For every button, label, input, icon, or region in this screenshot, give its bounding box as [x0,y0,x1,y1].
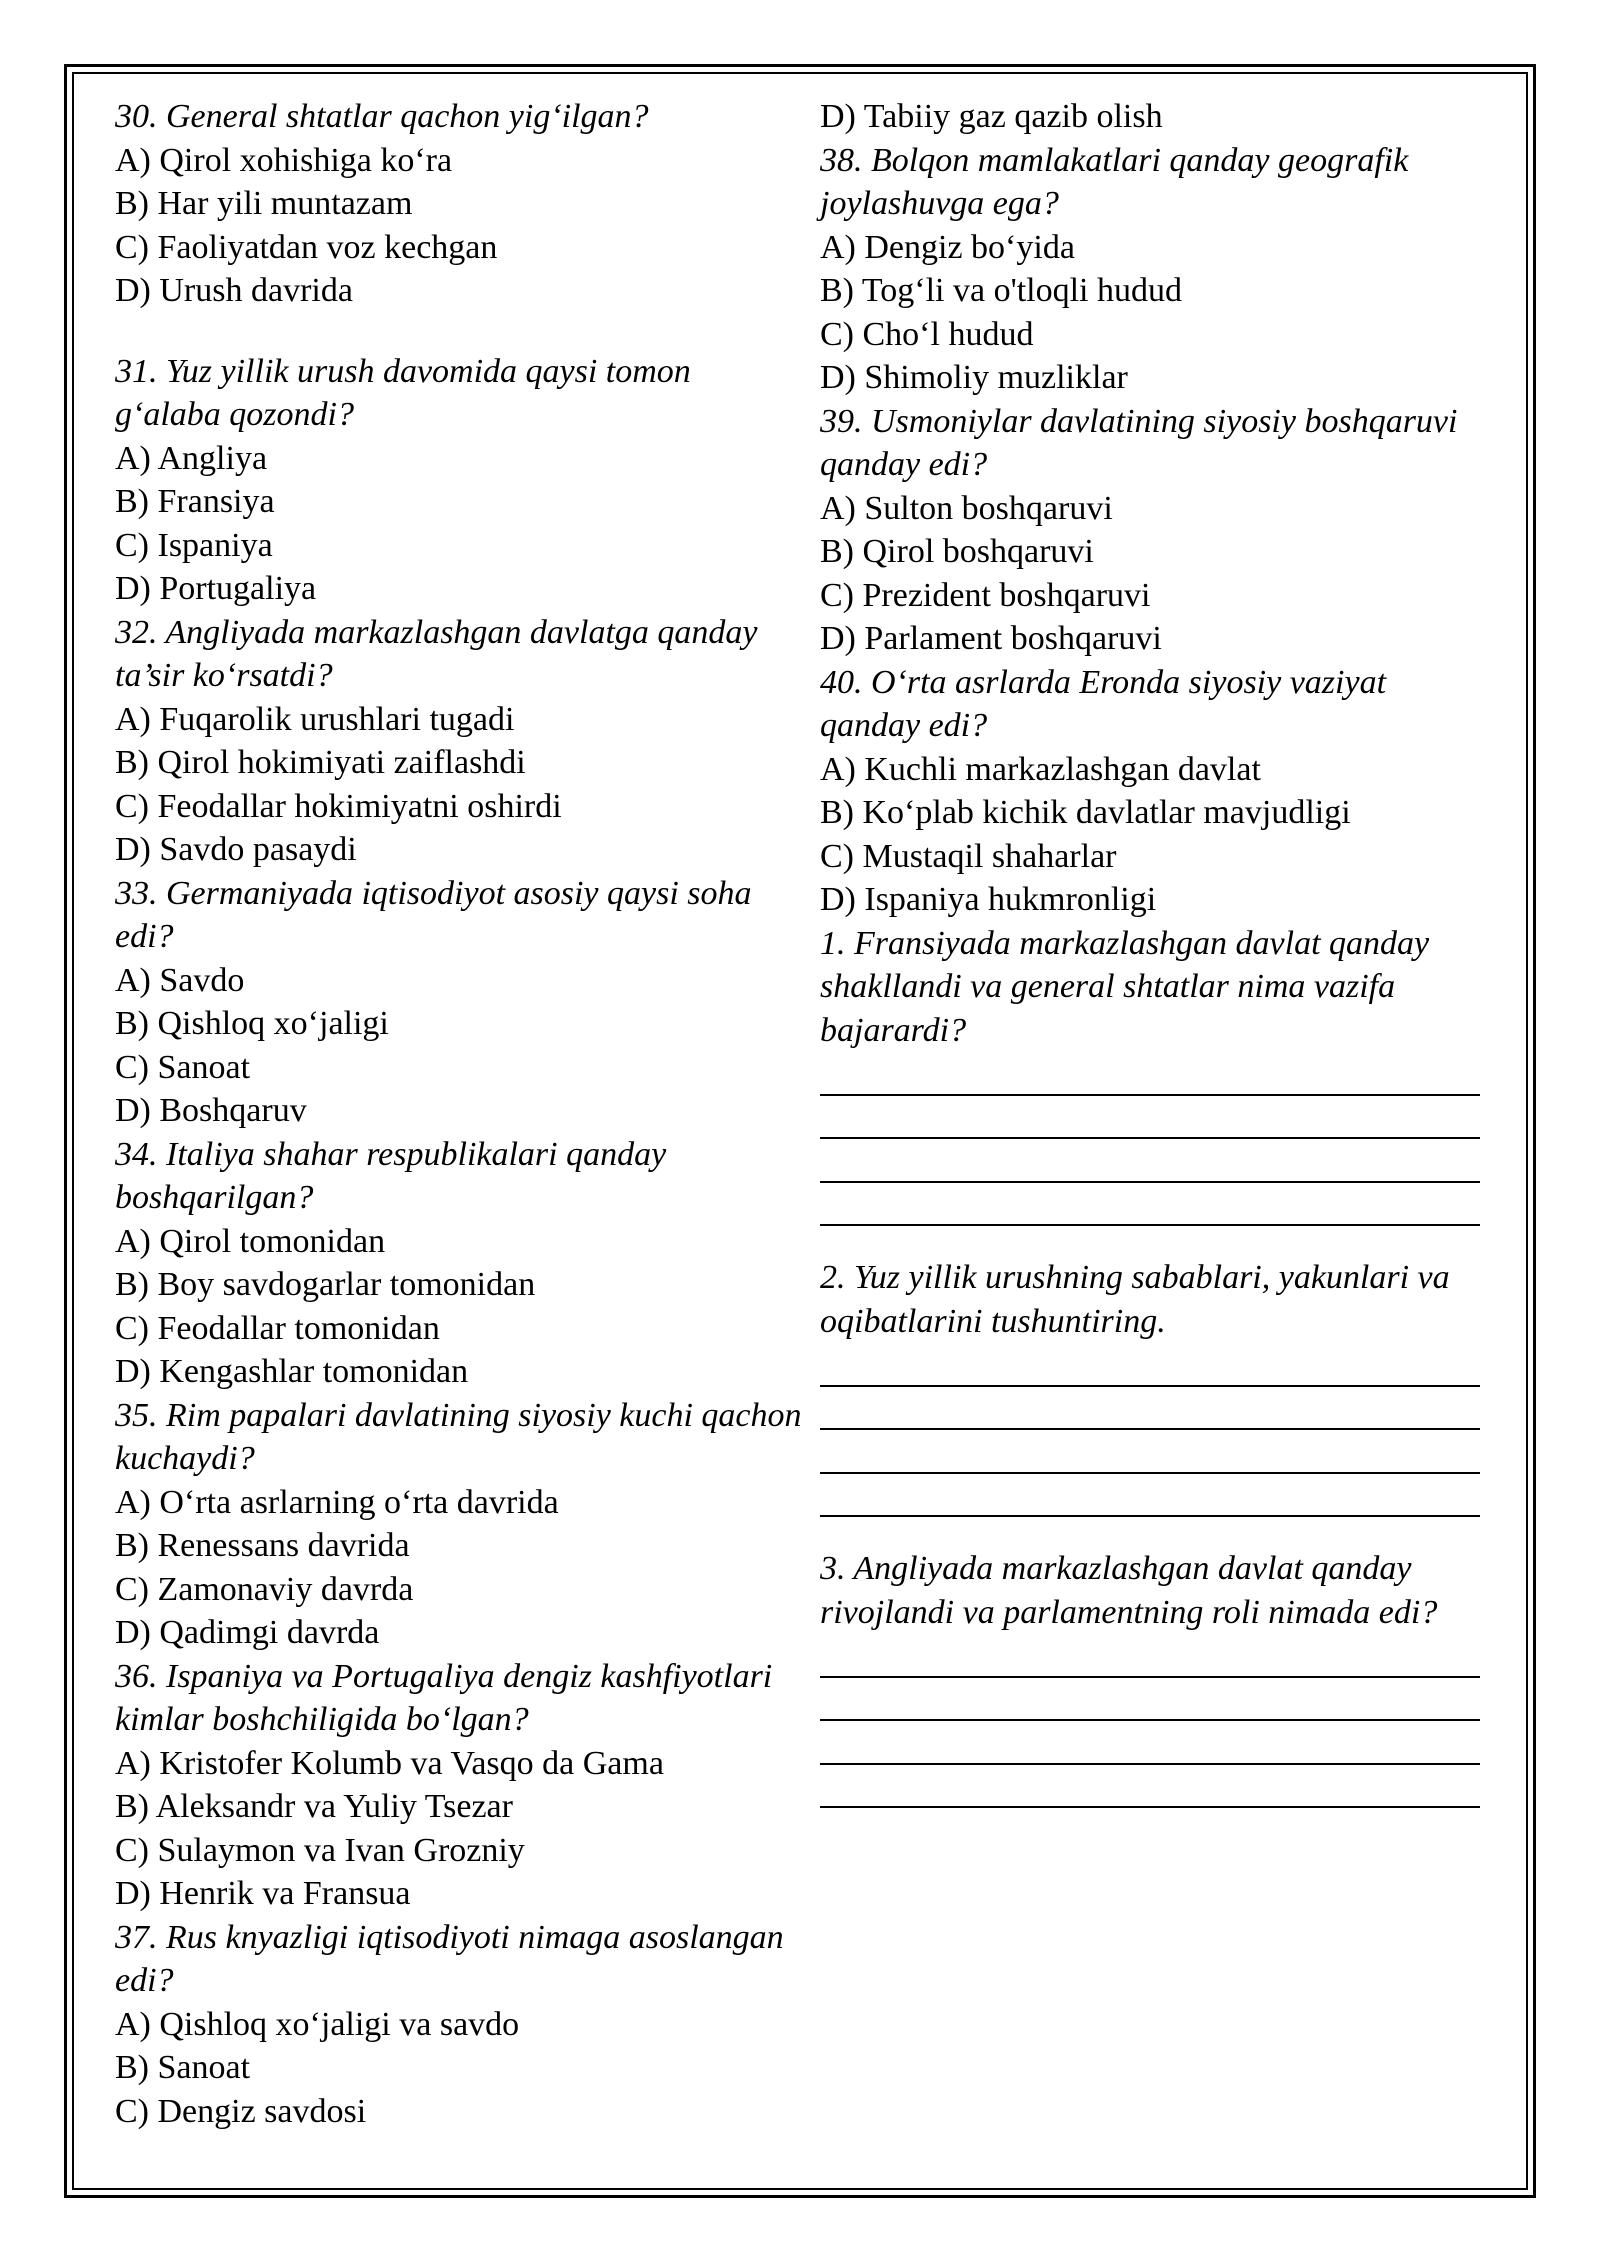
question-text: 38. Bolqon mamlakatlari qanday geografik joylashuvga ega? [820,141,1409,222]
answer-option: D) Kengashlar tomonidan [115,1353,469,1390]
question-block [820,661,1480,922]
answer-option: D) Shimoliy muzliklar [820,359,1128,396]
spacer [820,1517,1480,1547]
open-question-text: 2. Yuz yillik urushning sabablari, yakunlari va oqibatlarini tushuntiring. [820,1259,1450,1340]
answer-line[interactable] [820,1765,1480,1809]
answer-option: C) Dengiz savdosi [115,2092,367,2130]
answer-line[interactable] [820,1387,1480,1431]
answer-option: C) Mustaqil shaharlar [820,837,1117,875]
answer-line[interactable] [820,1343,1480,1387]
answer-option: D) Parlament boshqaruvi [820,620,1162,657]
answer-option: B) Qishloq xo‘jaligi [115,1005,389,1042]
answer-option: D) Urush davrida [115,272,353,309]
question-text: 35. Rim papalari davlatining siyosiy kuchi qachon kuchaydi? [115,1396,802,1477]
answer-line[interactable] [820,1634,1480,1678]
answer-option: B) Aleksandr va Yuliy Tsezar [115,1788,513,1825]
answer-option: C) Prezident boshqaruvi [820,576,1151,614]
answer-option: D) Ispaniya hukmronligi [820,881,1157,918]
question-text: 32. Angliyada markazlashgan davlatga qanday ta’sir ko‘rsatdi? [115,613,758,694]
answer-option: D) Henrik va Fransua [115,1875,411,1912]
question-text: 34. Italiya shahar respublikalari qanday boshqarilgan? [115,1135,667,1216]
answer-option: A) Kristofer Kolumb va Vasqo da Gama [115,1744,664,1782]
question-text: 31. Yuz yillik urush davomida qaysi tomon g‘alaba qozondi? [115,352,691,433]
answer-option: C) Feodallar hokimiyatni oshirdi [115,787,562,825]
answer-option: A) O‘rta asrlarning o‘rta davrida [115,1483,559,1521]
question-block [115,350,805,611]
right-column [820,95,1480,1808]
answer-option: A) Qishloq xo‘jaligi va savdo [115,2005,520,2043]
answer-option: A) Dengiz bo‘yida [820,228,1075,266]
answer-line[interactable] [820,1096,1480,1140]
answer-option: B) Renessans davrida [115,1527,410,1564]
answer-line[interactable] [820,1474,1480,1518]
answer-option: A) Fuqarolik urushlari tugadi [115,700,515,738]
answer-option: D) Boshqaruv [115,1092,307,1129]
answer-option: B) Qirol boshqaruvi [820,533,1094,570]
answer-line[interactable] [820,1052,1480,1096]
question-block [115,1655,805,1916]
question-block [820,400,1480,661]
answer-option: A) Savdo [115,961,245,999]
question-block [115,1133,805,1394]
answer-option: C) Zamonaviy davrda [115,1570,414,1608]
question-block [115,95,805,313]
open-question-block [820,1256,1480,1517]
question-block [820,139,1480,400]
question-block [115,611,805,872]
answer-line[interactable] [820,1678,1480,1722]
question-block [115,1394,805,1655]
answer-option: D) Qadimgi davrda [115,1614,380,1651]
answer-option: B) Qirol hokimiyati zaiflashdi [115,744,526,781]
open-question-text: 1. Fransiyada markazlashgan davlat qanday shakllandi va general shtatlar nima vazifa bajarardi? [820,924,1430,1049]
answer-option: B) Har yili muntazam [115,185,413,222]
question-block [115,1916,805,2134]
answer-line[interactable] [820,1430,1480,1474]
question-text: 37. Rus knyazligi iqtisodiyoti nimaga asoslangan edi? [115,1918,784,1999]
answer-option: B) Boy savdogarlar tomonidan [115,1266,536,1303]
answer-line[interactable] [820,1183,1480,1227]
answer-option: A) Qirol tomonidan [115,1222,386,1260]
answer-line[interactable] [820,1721,1480,1765]
question-block [115,872,805,1133]
answer-option: B) Fransiya [115,483,275,520]
answer-option: D) Savdo pasaydi [115,831,357,868]
spacer [820,1226,1480,1256]
question-text: 36. Ispaniya va Portugaliya dengiz kashfiyotlari kimlar boshchiligida bo‘lgan? [115,1657,773,1738]
open-question-block [820,1547,1480,1808]
answer-line[interactable] [820,1139,1480,1183]
question-text: 40. O‘rta asrlarda Eronda siyosiy vaziyat qanday edi? [820,663,1387,744]
answer-option: C) Ispaniya [115,526,273,564]
question-text: 30. General shtatlar qachon yig‘ilgan? [115,98,649,135]
answer-option: D) Tabiiy gaz qazib olish [820,98,1163,135]
open-question-text: 3. Angliyada markazlashgan davlat qanday rivojlandi va parlamentning roli nimada edi? [820,1550,1438,1631]
answer-option: B) Sanoat [115,2049,251,2086]
answer-option: C) Feodallar tomonidan [115,1309,440,1347]
left-column [115,95,805,2133]
answer-option: B) Ko‘plab kichik davlatlar mavjudligi [820,794,1351,831]
answer-option: C) Cho‘l hudud [820,315,1034,353]
question-text: 33. Germaniyada iqtisodiyot asosiy qaysi soha edi? [115,874,752,955]
answer-option: A) Sulton boshqaruvi [820,489,1113,527]
answer-option: A) Angliya [115,439,268,477]
open-question-block [820,922,1480,1227]
answer-option: C) Sulaymon va Ivan Grozniy [115,1831,525,1869]
answer-option: B) Tog‘li va o'tloqli hudud [820,272,1182,309]
question-text: 39. Usmoniylar davlatining siyosiy boshqaruvi qanday edi? [820,402,1458,483]
answer-option: A) Qirol xohishiga ko‘ra [115,141,453,179]
answer-option: C) Faoliyatdan voz kechgan [115,228,498,266]
answer-option: A) Kuchli markazlashgan davlat [820,750,1261,788]
answer-option: D) Portugaliya [115,570,317,607]
answer-option: C) Sanoat [115,1048,251,1086]
